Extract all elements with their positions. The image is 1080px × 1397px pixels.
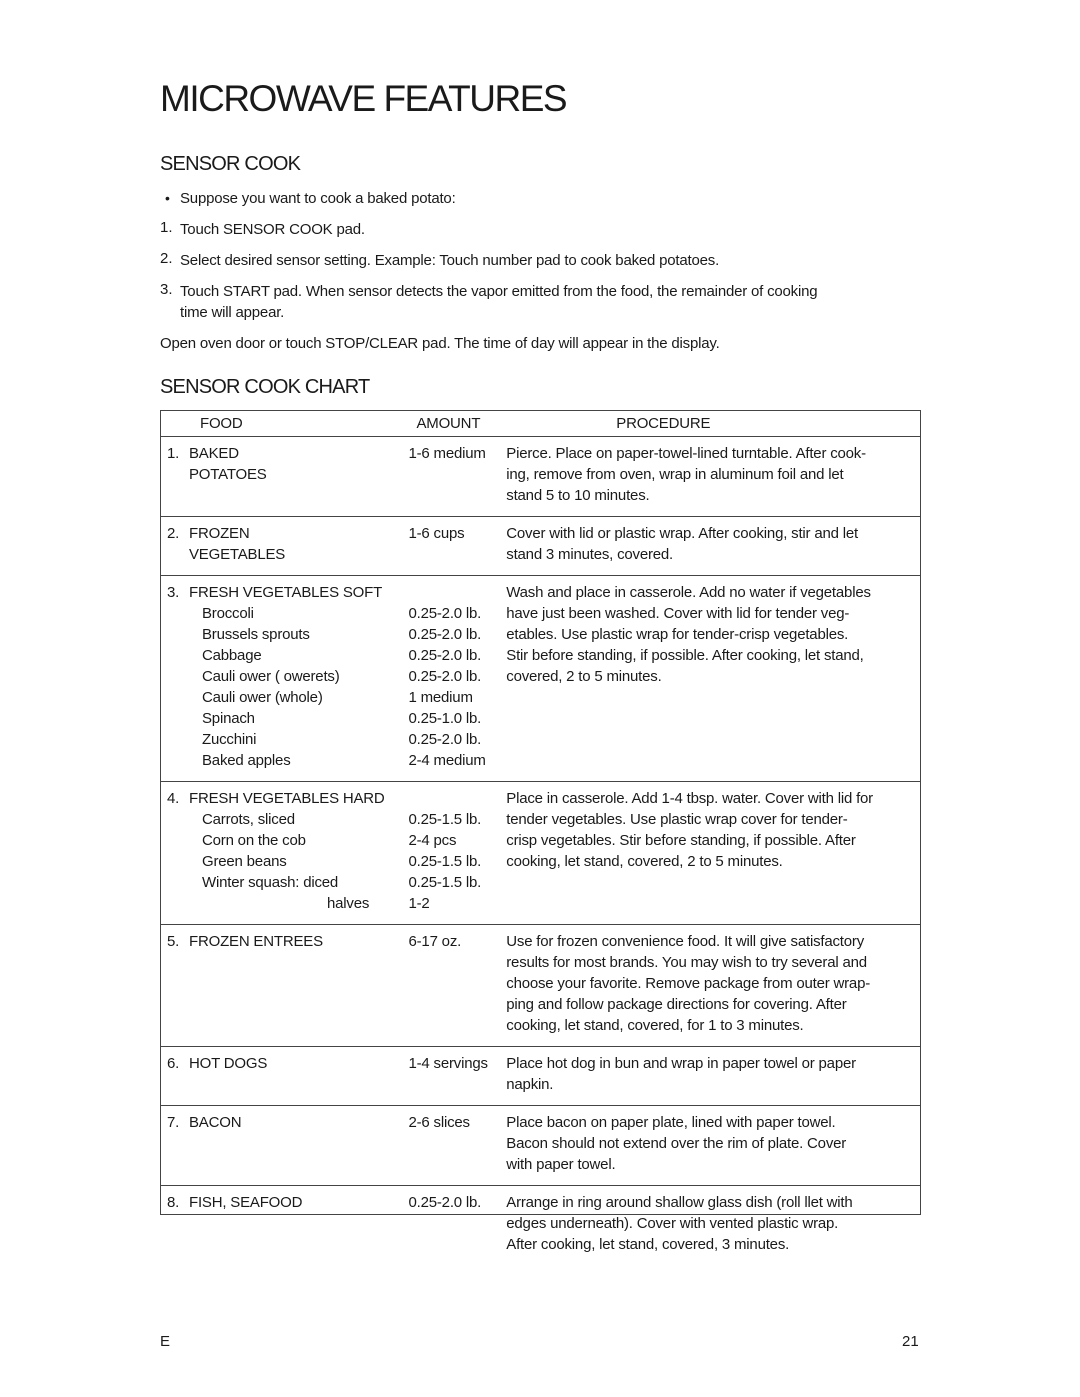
amount-value: 0.25-2.0 lb. [408, 605, 482, 622]
food-item: Cabbage [202, 647, 262, 664]
procedure-line: Use for frozen convenience food. It will give satisfactory [506, 933, 865, 950]
amount-cell [408, 576, 506, 782]
chart-row [160, 782, 921, 925]
chart-row [160, 1186, 921, 1266]
food-cell [160, 925, 408, 1047]
procedure-line: choose your favorite. Remove package from outer wrap- [506, 975, 871, 992]
food-cell [160, 1186, 408, 1266]
procedure-line: with paper towel. [506, 1156, 616, 1173]
procedure-line: stand 3 minutes, covered. [506, 546, 674, 563]
page-number: 21 [902, 1333, 919, 1350]
food-item: Winter squash: diced [202, 874, 339, 891]
amount-cell [408, 782, 506, 925]
header-amount: AMOUNT [408, 410, 506, 437]
step-number: 3. [160, 281, 173, 298]
food-cell [160, 437, 408, 517]
food-item: Green beans [202, 853, 287, 870]
row-number: 1. [167, 445, 180, 462]
footer-language: E [160, 1333, 171, 1350]
procedure-line: Wash and place in casserole. Add no water if vegetables [506, 584, 871, 601]
amount-cell [408, 1106, 506, 1186]
row-number [167, 544, 189, 565]
amount-value: 1 medium [408, 689, 473, 706]
chart-row [160, 517, 921, 576]
food-name: FROZEN [189, 525, 250, 542]
food-cell [160, 1047, 408, 1106]
procedure-line: Bacon should not extend over the rim of plate. Cover [506, 1135, 847, 1152]
amount-cell [408, 1186, 506, 1266]
amount-value: 0.25-2.0 lb. [408, 626, 482, 643]
step-text: Touch SENSOR COOK pad. [180, 221, 365, 238]
procedure-line: results for most brands. You may wish to try several and [506, 954, 867, 971]
row-number: 8. [167, 1194, 180, 1211]
food-item: Cauli ower (whole) [202, 689, 323, 706]
amount-spacer [408, 582, 506, 603]
amount-value: 0.25-2.0 lb. [408, 647, 482, 664]
food-name: VEGETABLES [189, 546, 286, 563]
chart-row [160, 576, 921, 782]
amount-value: 0.25-2.0 lb. [408, 731, 482, 748]
procedure-line: etables. Use plastic wrap for tender-crisp vegetables. [506, 626, 849, 643]
chart-body [160, 437, 921, 1266]
row-number: 2. [167, 525, 180, 542]
food-item: Spinach [202, 710, 255, 727]
step-number: 2. [160, 250, 173, 267]
procedure-cell [506, 925, 921, 1047]
food-cell [160, 517, 408, 576]
procedure-line: covered, 2 to 5 minutes. [506, 668, 662, 685]
food-item: Brussels sprouts [202, 626, 310, 643]
procedure-line: ing, remove from oven, wrap in aluminum foil and let [506, 466, 844, 483]
procedure-line: cooking, let stand, covered, for 1 to 3 minutes. [506, 1017, 804, 1034]
step-number: 1. [160, 219, 173, 236]
sensor-cook-heading: SENSOR COOK [160, 153, 301, 175]
procedure-line: stand 5 to 10 minutes. [506, 487, 650, 504]
procedure-line: tender vegetables. Use plastic wrap cover for tender- [506, 811, 848, 828]
food-name: FROZEN ENTREES [189, 933, 323, 950]
procedure-line: After cooking, let stand, covered, 3 minutes. [506, 1236, 790, 1253]
procedure-cell [506, 437, 921, 517]
procedure-cell [506, 782, 921, 925]
amount-value: 0.25-1.5 lb. [408, 853, 482, 870]
amount-value: 0.25-2.0 lb. [408, 668, 482, 685]
bullet-icon: • [165, 190, 170, 206]
header-procedure: PROCEDURE [506, 410, 921, 437]
food-name: FRESH VEGETABLES HARD [189, 790, 385, 807]
amount-cell [408, 925, 506, 1047]
chart-row [160, 437, 921, 517]
page-title: MICROWAVE FEATURES [160, 78, 567, 119]
food-name: BACON [189, 1114, 242, 1131]
procedure-line: ping and follow package directions for covering. After [506, 996, 847, 1013]
procedure-line: Cover with lid or plastic wrap. After cooking, stir and let [506, 525, 858, 542]
chart-row [160, 925, 921, 1047]
procedure-line: Place hot dog in bun and wrap in paper towel or paper [506, 1055, 856, 1072]
procedure-cell [506, 1186, 921, 1266]
bullet-text: Suppose you want to cook a baked potato: [180, 190, 456, 207]
note-text: Open oven door or touch STOP/CLEAR pad. The time of day will appear in the display. [160, 335, 720, 352]
procedure-cell [506, 576, 921, 782]
food-cell [160, 576, 408, 782]
procedure-cell [506, 1106, 921, 1186]
food-item: Carrots, sliced [202, 811, 295, 828]
amount-value: 1-6 medium [408, 445, 486, 462]
procedure-line: edges underneath). Cover with vented plastic wrap. [506, 1215, 839, 1232]
step-text: Select desired sensor setting. Example: Touch number pad to cook baked potatoes. [180, 252, 720, 269]
food-item: Baked apples [202, 752, 291, 769]
procedure-line: Place bacon on paper plate, lined with paper towel. [506, 1114, 836, 1131]
procedure-line: Arrange in ring around shallow glass dish (roll llet with [506, 1194, 853, 1211]
amount-value: 1-6 cups [408, 525, 465, 542]
amount-cell [408, 437, 506, 517]
amount-cell [408, 1047, 506, 1106]
row-number [167, 464, 189, 485]
row-number: 5. [167, 933, 180, 950]
procedure-cell [506, 1047, 921, 1106]
food-item: halves [327, 895, 370, 912]
procedure-line: Stir before standing, if possible. After cooking, let stand, [506, 647, 864, 664]
food-name: HOT DOGS [189, 1055, 268, 1072]
amount-value: 6-17 oz. [408, 933, 462, 950]
amount-value: 1-2 [408, 895, 430, 912]
procedure-line: napkin. [506, 1076, 554, 1093]
amount-spacer [408, 788, 506, 809]
header-food: FOOD [160, 410, 408, 437]
food-item: Cauli ower ( owerets) [202, 668, 340, 685]
sensor-cook-chart [160, 410, 921, 1265]
amount-value: 0.25-1.5 lb. [408, 874, 482, 891]
row-number: 3. [167, 584, 180, 601]
procedure-line: crisp vegetables. Stir before standing, if possible. After [506, 832, 856, 849]
amount-value: 0.25-1.5 lb. [408, 811, 482, 828]
amount-value: 1-4 servings [408, 1055, 488, 1072]
procedure-line: Pierce. Place on paper-towel-lined turntable. After cook- [506, 445, 866, 462]
row-number: 7. [167, 1114, 180, 1131]
amount-value: 2-4 pcs [408, 832, 457, 849]
amount-value: 0.25-1.0 lb. [408, 710, 482, 727]
row-number: 6. [167, 1055, 180, 1072]
food-item: Corn on the cob [202, 832, 306, 849]
procedure-cell [506, 517, 921, 576]
chart-row [160, 1106, 921, 1186]
food-name: FRESH VEGETABLES SOFT [189, 584, 383, 601]
step-text: Touch START pad. When sensor detects the vapor emitted from the food, the remainder of cooking [180, 283, 818, 300]
amount-value: 2-6 slices [408, 1114, 470, 1131]
food-cell [160, 1106, 408, 1186]
procedure-line: Place in casserole. Add 1-4 tbsp. water. Cover with lid for [506, 790, 873, 807]
food-name: POTATOES [189, 466, 267, 483]
chart-heading: SENSOR COOK CHART [160, 376, 370, 398]
step-text-continued: time will appear. [180, 304, 285, 321]
food-item: Broccoli [202, 605, 254, 622]
amount-value: 2-4 medium [408, 752, 486, 769]
chart-header-row [160, 410, 921, 437]
amount-value: 0.25-2.0 lb. [408, 1194, 482, 1211]
row-number: 4. [167, 790, 180, 807]
food-cell [160, 782, 408, 925]
amount-cell [408, 517, 506, 576]
procedure-line: have just been washed. Cover with lid for tender veg- [506, 605, 850, 622]
procedure-line: cooking, let stand, covered, 2 to 5 minutes. [506, 853, 783, 870]
food-name: BAKED [189, 445, 239, 462]
food-name: FISH, SEAFOOD [189, 1194, 303, 1211]
food-item: Zucchini [202, 731, 257, 748]
chart-row [160, 1047, 921, 1106]
